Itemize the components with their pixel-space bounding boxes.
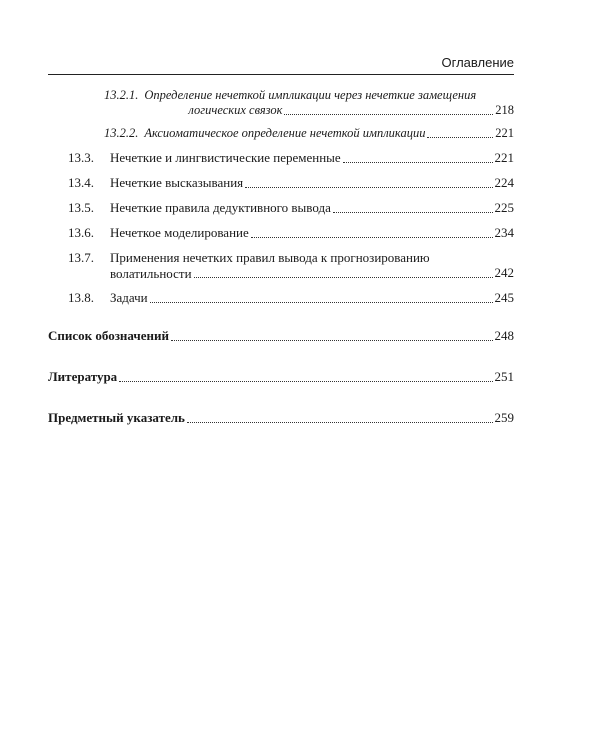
dot-leader — [343, 162, 493, 163]
toc-entry-literature[interactable] — [48, 369, 514, 385]
toc-section-13-8[interactable] — [48, 290, 514, 306]
toc-section-number: 13.8. — [68, 290, 94, 305]
toc-page-number: 224 — [494, 175, 514, 190]
dot-leader — [150, 302, 493, 303]
page-header-title: Оглавление — [441, 55, 514, 70]
toc-page-number: 221 — [495, 126, 514, 140]
dot-leader — [427, 137, 493, 138]
toc-subsection-title-line2: логических связок — [188, 103, 283, 117]
dot-leader — [251, 237, 493, 238]
toc-section-title-line2: волатильности — [110, 266, 192, 281]
toc-section-13-3[interactable] — [48, 150, 514, 166]
toc-section-title: Задачи — [110, 290, 148, 305]
toc-section-title: Нечеткие правила дедуктивного вывода — [110, 200, 331, 215]
toc-section-title-line1: Применения нечетких правил вывода к прогнозированию — [110, 250, 430, 265]
toc-page-number: 221 — [494, 150, 514, 165]
dot-leader — [333, 212, 493, 213]
toc-subsection-label: 13.2.2. — [104, 126, 139, 140]
toc-section-title: Нечеткие и лингвистические переменные — [110, 150, 341, 165]
toc-section-number: 13.7. — [68, 250, 94, 265]
toc-subsection-13-2-1[interactable] — [104, 88, 514, 118]
toc-entry-title: Литература — [48, 369, 118, 384]
toc-section-13-6[interactable] — [48, 225, 514, 241]
toc-entry-notation[interactable] — [48, 328, 514, 344]
toc-section-number: 13.3. — [68, 150, 94, 165]
toc-subsection-title: Аксиоматическое определение нечеткой импликации — [144, 126, 426, 140]
toc-section-number: 13.6. — [68, 225, 94, 240]
dot-leader — [187, 422, 493, 423]
toc-subsection-title-line1: Определение нечеткой импликации через нечеткие замещения — [144, 88, 477, 102]
toc-section-13-4[interactable] — [48, 175, 514, 191]
toc-section-title: Нечеткие высказывания — [110, 175, 244, 190]
toc-entry-title: Предметный указатель — [48, 410, 185, 425]
toc-page-number: 234 — [494, 225, 514, 240]
toc-section-number: 13.5. — [68, 200, 94, 215]
toc-page-number: 248 — [494, 328, 514, 343]
dot-leader — [171, 340, 493, 341]
toc-entry-title: Список обозначений — [48, 328, 169, 343]
dot-leader — [284, 114, 493, 115]
dot-leader — [245, 187, 492, 188]
toc-page-number: 245 — [494, 290, 514, 305]
toc-page-number: 225 — [494, 200, 514, 215]
toc-section-13-5[interactable] — [48, 200, 514, 216]
dot-leader — [119, 381, 492, 382]
dot-leader — [194, 277, 493, 278]
toc-section-title: Нечеткое моделирование — [110, 225, 249, 240]
toc-page-number: 242 — [494, 265, 514, 280]
toc-page-number: 251 — [494, 369, 514, 384]
toc-section-number: 13.4. — [68, 175, 94, 190]
toc-subsection-label: 13.2.1. — [104, 88, 139, 102]
toc-page-number: 218 — [495, 103, 514, 117]
toc-subsection-13-2-2[interactable] — [104, 126, 514, 141]
toc-page-number: 259 — [494, 410, 514, 425]
toc-section-13-7[interactable] — [48, 250, 514, 281]
toc-entry-subject-index[interactable] — [48, 410, 514, 426]
table-of-contents — [48, 84, 514, 426]
header-rule — [48, 74, 514, 75]
